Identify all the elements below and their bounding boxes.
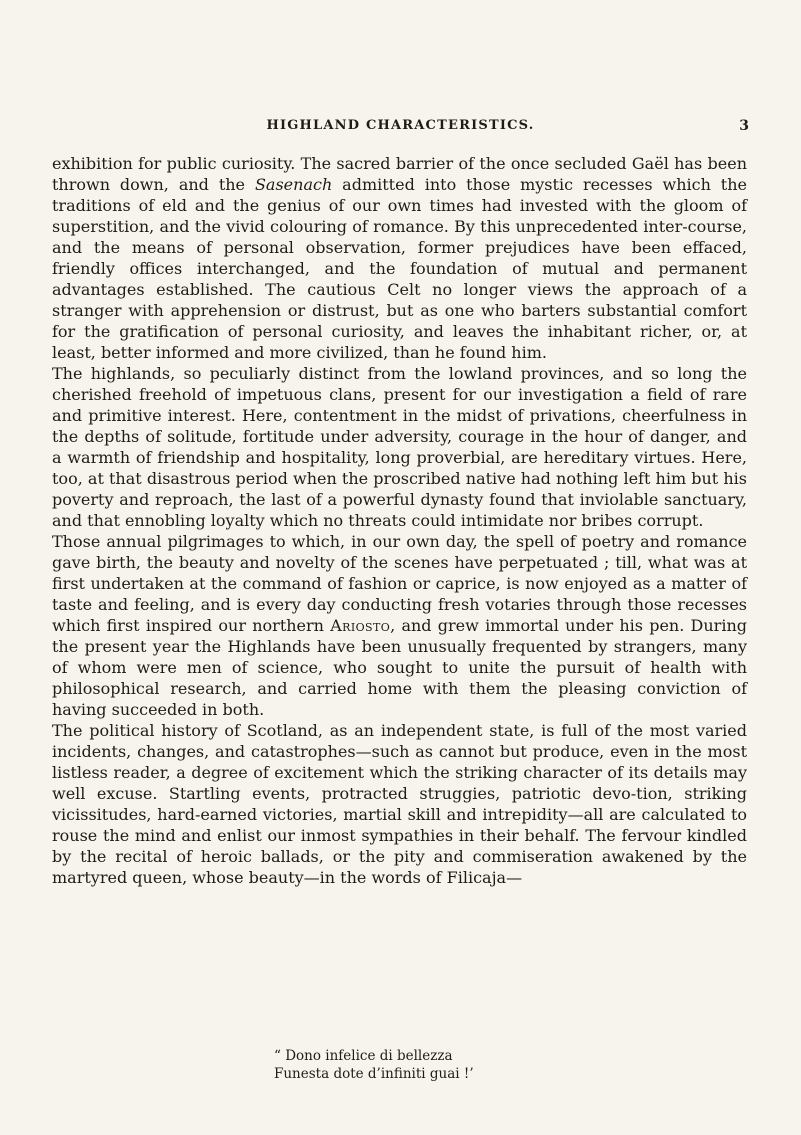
- paragraph-3-text-b: , and grew immortal under his pen. During the present year the Highlands have been unusually frequented by strangers, many of whom were men of science, who sought to unite the pursuit of health with philosophical research, and carried home with them the pleasing conviction of having succeeded in both.: [52, 616, 747, 719]
- quote-line-2: Funesta dote d’infiniti guai !’: [274, 1066, 474, 1082]
- paragraph-1-italic-term: Sasenach: [254, 175, 333, 194]
- paragraph-4: The political history of Scotland, as an independent state, is full of the most varied incidents, changes, and catastrophes—such as cannot but produce, even in the most listless reader, a degree of excitement which the striking character of its details may well excuse. Startling events, protracted struggies, patriotic devo-tion, striking vicissitudes, hard-earned victories, martial skill and intrepidity—all are calculated to rouse the mind and enlist our inmost sympathies in their behalf. The fervour kindled by the recital of heroic ballads, or the pity and commiseration awakened by the martyred queen, whose beauty—in the words of Filicaja—: [52, 721, 747, 887]
- paragraph-3-small-caps-name: Ariosto: [330, 616, 391, 635]
- paragraph-3-text-a: Those annual pilgrimages to which, in our own day, the spell of poetry and romance gave birth, the beauty and novelty of the scenes have perpetuated ; till, what was at first undertaken at the command of fashion or caprice, is now enjoyed as a matter of taste and feeling, and is every day conducting fresh votaries through those recesses which first inspired our northern: [52, 532, 747, 635]
- paragraph-1-text-b: admitted into those mystic recesses which the traditions of eld and the genius of our own times had invested with the gloom of superstition, and the vivid colouring of romance. By this unprecedented inter-course, and the means of personal observation, former prejudices have been effaced, friendly offices interchanged, and the foundation of mutual and permanent advantages established. The cautious Celt no longer views the approach of a stranger with apprehension or distrust, but as one who barters substantial comfort for the gratification of personal curiosity, and leaves the inhabitant richer, or, at least, better informed and more civilized, than he found him.: [52, 175, 748, 362]
- paragraph-1: [52, 153, 747, 363]
- running-head: [52, 118, 749, 140]
- quote-line-1: “ Dono infelice di bellezza: [274, 1048, 453, 1064]
- page-body: [52, 153, 747, 888]
- page-number: 3: [739, 118, 749, 134]
- paragraph-2: The highlands, so peculiarly distinct from the lowland provinces, and so long the cherished freehold of impetuous clans, present for our investigation a field of rare and primitive interest. Here, contentment in the midst of privations, cheerfulness in the depths of solitude, fortitude under adversity, courage in the hour of danger, and a warmth of friendship and hospitality, long proverbial, are hereditary virtues. Here, too, at that disastrous period when the proscribed native had nothing left him but his poverty and reproach, the last of a powerful dynasty found that inviolable sanctuary, and that ennobling loyalty which no threats could intimidate nor bribes corrupt.: [52, 364, 747, 530]
- running-title: HIGHLAND CHARACTERISTICS.: [266, 118, 535, 133]
- paragraph-3: [52, 531, 747, 720]
- verse-quotation: [274, 1047, 634, 1083]
- paragraph-1-text-a: exhibition for public curiosity. The sacred barrier of the once secluded Gaël has been thrown down, and the: [52, 154, 747, 194]
